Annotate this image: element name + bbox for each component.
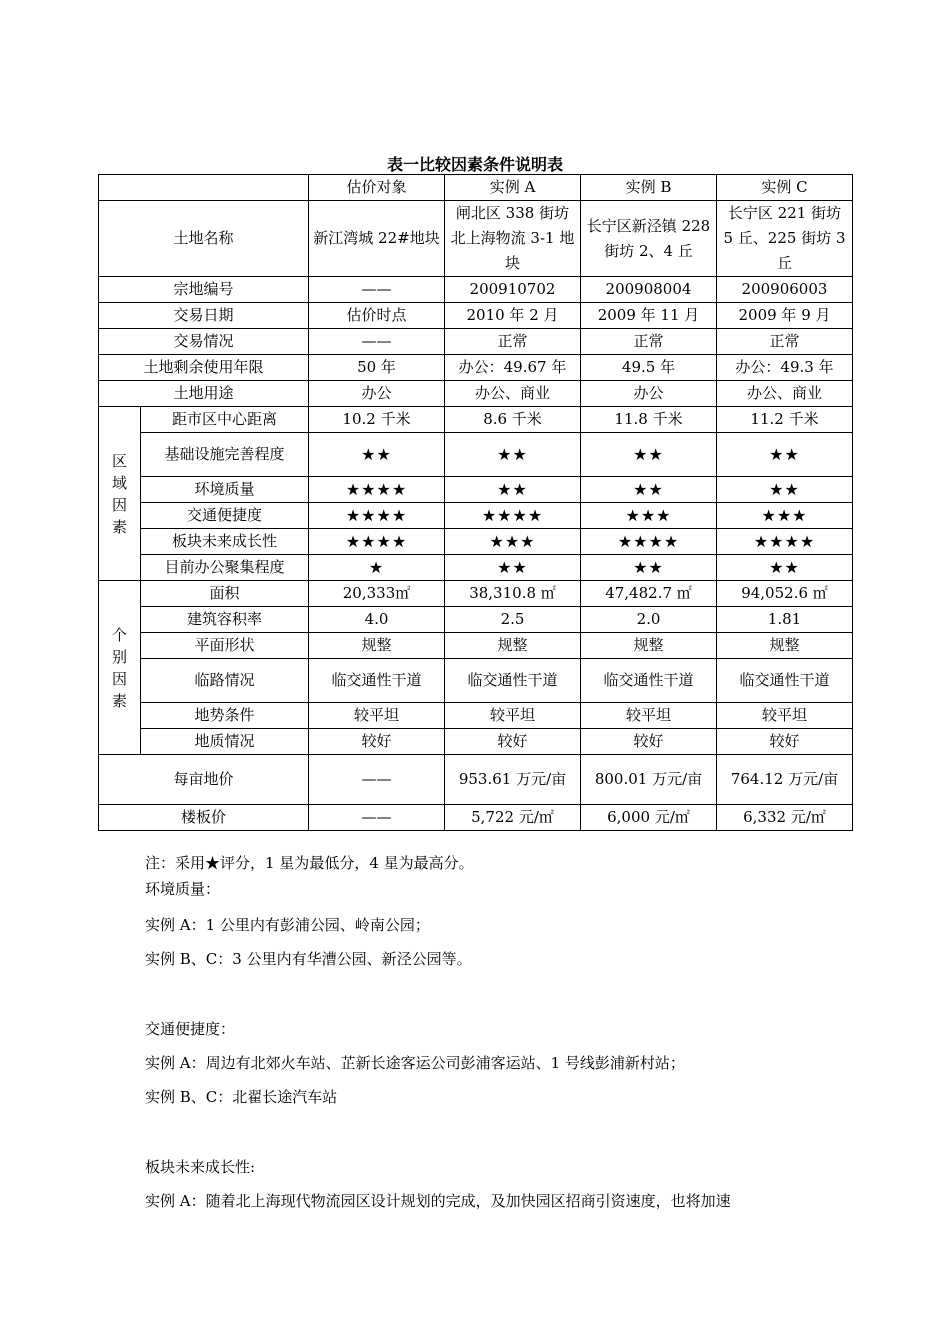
table-cell: 2.5 [445,607,581,633]
table-cell: 办公：49.67 年 [445,355,581,381]
table-cell: 953.61 万元/亩 [445,755,581,805]
table-cell: 49.5 年 [581,355,717,381]
table-cell: 较好 [445,729,581,755]
table-cell: 较平坦 [445,703,581,729]
table-cell: 11.2 千米 [717,407,853,433]
table-cell: 长宁区 221 街坊 5 丘、225 街坊 3 丘 [717,201,853,277]
note-line: 注：采用★评分，1 星为最低分，4 星为最高分。 [145,854,474,872]
star-rating: ★★ [717,555,853,581]
table-cell: 临交通性干道 [445,659,581,703]
table-title: 表一比较因素条件说明表 [386,155,563,174]
row-label: 目前办公聚集程度 [141,555,309,581]
table-header-row [99,175,853,201]
table-cell: 估价时点 [309,303,445,329]
individual-factors-group: 个 别 因 素 [99,581,141,755]
note-line: 交通便捷度： [145,1020,236,1038]
table-cell: 办公 [309,381,445,407]
table-cell: 临交通性干道 [581,659,717,703]
table-cell: 临交通性干道 [309,659,445,703]
table-cell: 11.8 千米 [581,407,717,433]
table-cell: 较好 [309,729,445,755]
header-cell: 估价对象 [309,175,445,201]
table-cell: 47,482.7 ㎡ [581,581,717,607]
table-row [99,201,853,277]
table-cell: 正常 [445,329,581,355]
table-cell: 闸北区 338 街坊北上海物流 3-1 地块 [445,201,581,277]
star-rating: ★★ [445,477,581,503]
table-cell: —— [309,805,445,831]
star-rating: ★★ [581,477,717,503]
table-row [99,805,853,831]
star-rating: ★★ [717,477,853,503]
row-label: 地质情况 [141,729,309,755]
row-label: 临路情况 [141,659,309,703]
table-cell: 办公、商业 [717,381,853,407]
table-row [99,477,853,503]
header-cell: 实例 B [581,175,717,201]
table-cell: 办公 [581,381,717,407]
row-label: 环境质量 [141,477,309,503]
table-row [99,755,853,805]
row-label: 交易情况 [99,329,309,355]
star-rating: ★★★ [581,503,717,529]
row-label: 土地用途 [99,381,309,407]
table-cell: 规整 [445,633,581,659]
star-rating: ★★★★ [309,529,445,555]
table-row [99,381,853,407]
table-cell: 200908004 [581,277,717,303]
table-cell: 2009 年 9 月 [717,303,853,329]
row-label: 交通便捷度 [141,503,309,529]
star-rating: ★★ [581,433,717,477]
row-label: 每亩地价 [99,755,309,805]
row-label: 板块未来成长性 [141,529,309,555]
table-row [99,581,853,607]
table-cell: 20,333㎡ [309,581,445,607]
table-cell: —— [309,277,445,303]
star-rating: ★★ [445,555,581,581]
star-rating: ★★ [581,555,717,581]
star-rating: ★★★ [445,529,581,555]
table-cell: 较平坦 [581,703,717,729]
star-rating: ★★★★ [581,529,717,555]
note-line: 环境质量： [145,880,221,898]
row-label: 距市区中心距离 [141,407,309,433]
table-cell: 200906003 [717,277,853,303]
table-row [99,633,853,659]
table-cell: 办公、商业 [445,381,581,407]
star-rating: ★★★★ [309,503,445,529]
row-label: 宗地编号 [99,277,309,303]
table-cell: 较平坦 [309,703,445,729]
table-cell: 新江湾城 22#地块 [309,201,445,277]
table-cell: 正常 [717,329,853,355]
table-cell: 50 年 [309,355,445,381]
table-cell: 较好 [581,729,717,755]
table-row [99,407,853,433]
table-cell: 2010 年 2 月 [445,303,581,329]
table-cell: 2009 年 11 月 [581,303,717,329]
table-row [99,659,853,703]
star-rating: ★★ [717,433,853,477]
table-cell: 较好 [717,729,853,755]
note-line: 实例 B、C：3 公里内有华漕公园、新泾公园等。 [145,950,472,968]
table-row [99,303,853,329]
row-label: 土地名称 [99,201,309,277]
star-rating: ★★★★ [445,503,581,529]
header-cell: 实例 A [445,175,581,201]
row-label: 交易日期 [99,303,309,329]
comparison-table [98,174,853,831]
table-cell: —— [309,329,445,355]
row-label: 基础设施完善程度 [141,433,309,477]
note-line: 板块未来成长性: [145,1158,256,1176]
table-cell: 764.12 万元/亩 [717,755,853,805]
table-cell: 8.6 千米 [445,407,581,433]
table-cell: 10.2 千米 [309,407,445,433]
table-row [99,433,853,477]
table-cell: 办公：49.3 年 [717,355,853,381]
header-cell: 实例 C [717,175,853,201]
table-row [99,355,853,381]
table-cell: 800.01 万元/亩 [581,755,717,805]
note-line: 实例 A：随着北上海现代物流园区设计规划的完成，及加快园区招商引资速度，也将加速 [145,1192,731,1210]
table-row [99,277,853,303]
table-cell: 正常 [581,329,717,355]
table-row [99,729,853,755]
star-rating: ★★★★ [717,529,853,555]
note-line: 实例 A：周边有北郊火车站、芷新长途客运公司彭浦客运站、1 号线彭浦新村站； [145,1054,685,1072]
table-cell: 较平坦 [717,703,853,729]
table-cell: 5,722 元/㎡ [445,805,581,831]
table-row [99,555,853,581]
table-cell: —— [309,755,445,805]
row-label: 楼板价 [99,805,309,831]
table-cell: 2.0 [581,607,717,633]
row-label: 地势条件 [141,703,309,729]
table-cell: 临交通性干道 [717,659,853,703]
row-label: 建筑容积率 [141,607,309,633]
star-rating: ★★ [309,433,445,477]
table-cell: 6,000 元/㎡ [581,805,717,831]
note-line: 实例 B、C：北翟长途汽车站 [145,1088,338,1106]
table-cell: 4.0 [309,607,445,633]
row-label: 土地剩余使用年限 [99,355,309,381]
table-row [99,329,853,355]
table-cell: 规整 [717,633,853,659]
table-cell: 94,052.6 ㎡ [717,581,853,607]
header-cell [99,175,309,201]
star-rating: ★ [309,555,445,581]
table-row [99,607,853,633]
table-row [99,529,853,555]
table-cell: 38,310.8 ㎡ [445,581,581,607]
star-rating: ★★ [445,433,581,477]
table-row [99,503,853,529]
row-label: 面积 [141,581,309,607]
star-rating: ★★★★ [309,477,445,503]
table-row [99,703,853,729]
table-cell: 6,332 元/㎡ [717,805,853,831]
note-line: 实例 A：1 公里内有彭浦公园、岭南公园； [145,916,430,934]
table-cell: 规整 [581,633,717,659]
row-label: 平面形状 [141,633,309,659]
table-cell: 200910702 [445,277,581,303]
table-cell: 规整 [309,633,445,659]
table-cell: 1.81 [717,607,853,633]
star-rating: ★★★ [717,503,853,529]
table-cell: 长宁区新泾镇 228 街坊 2、4 丘 [581,201,717,277]
regional-factors-group: 区 域 因 素 [99,407,141,581]
